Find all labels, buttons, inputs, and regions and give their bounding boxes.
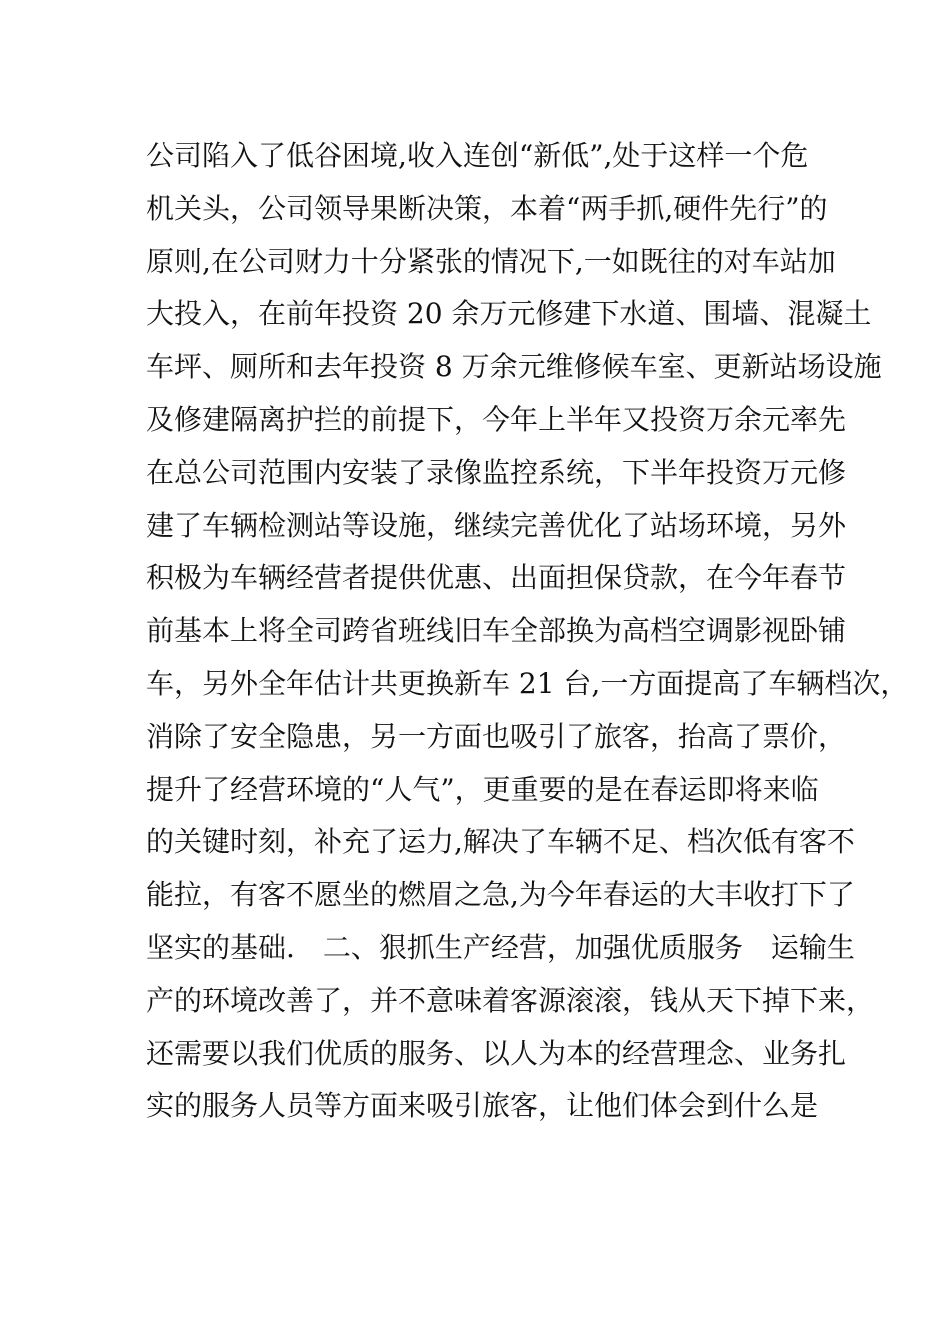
- text-line: 建了车辆检测站等设施，继续完善优化了站场环境，另外: [146, 508, 847, 542]
- text-line: 的关键时刻，补充了运力,解决了车辆不足、档次低有客不: [146, 825, 855, 859]
- text-line: 积极为车辆经营者提供优惠、出面担保贷款，在今年春节: [146, 561, 847, 595]
- text-line: 还需要以我们优质的服务、以人为本的经营理念、业务扎: [146, 1036, 847, 1070]
- text-line: 坚实的基础. 二、狠抓生产经营，加强优质服务 运输生: [146, 930, 855, 964]
- text-line: 前基本上将全司跨省班线旧车全部换为高档空调影视卧铺: [146, 614, 847, 648]
- text-line: 原则,在公司财力十分紧张的情况下,一如既往的对车站加: [146, 244, 836, 278]
- text-line: 公司陷入了低谷困境,收入连创“新低”,处于这样一个危: [146, 139, 809, 172]
- text-line: 大投入，在前年投资 20 余万元修建下水道、围墙、混凝土: [146, 297, 872, 331]
- text-line: 实的服务人员等方面来吸引旅客，让他们体会到什么是: [146, 1089, 819, 1123]
- text-line: 在总公司范围内安装了录像监控系统，下半年投资万元修: [146, 455, 847, 489]
- text-line: 及修建隔离护拦的前提下，今年上半年又投资万余元率先: [146, 402, 847, 436]
- text-line: 车，另外全年估计共更换新车 21 台,一方面提高了车辆档次，: [146, 666, 909, 700]
- body-text: [146, 130, 909, 1133]
- text-line: 提升了经营环境的“人气”，更重要的是在春运即将来临: [146, 772, 819, 806]
- text-line: 能拉，有客不愿坐的燃眉之急,为今年春运的大丰收打下了: [146, 878, 855, 912]
- text-line: 消除了安全隐患，另一方面也吸引了旅客，抬高了票价，: [146, 719, 847, 753]
- text-line: 产的环境改善了，并不意味着客源滚滚，钱从天下掉下来，: [146, 983, 875, 1017]
- text-line: 车坪、厕所和去年投资 8 万余元维修候车室、更新站场设施: [146, 350, 882, 384]
- text-line: 机关头，公司领导果断决策，本着“两手抓,硬件先行”的: [146, 191, 828, 225]
